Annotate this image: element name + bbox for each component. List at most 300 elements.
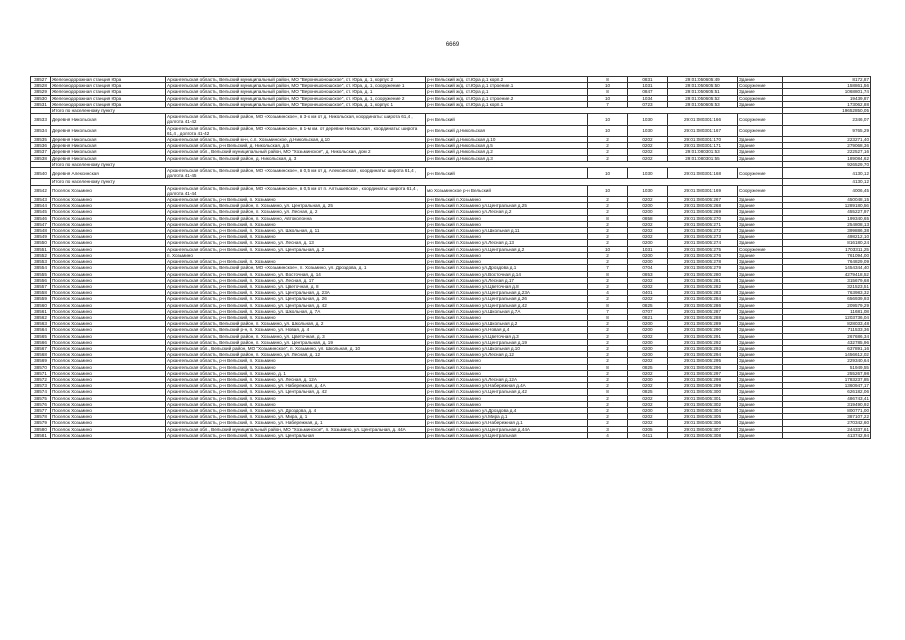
record-number: 38545 (31, 209, 51, 215)
settlement-name: Поселок Хозьмино (51, 383, 166, 389)
object-type: Здание (738, 345, 783, 351)
object-location: р-н Вельский п.Хозьмино (426, 215, 588, 221)
object-address: Архангельская область, р-н Вельский, п. Хозьмино, ул. Дроздова, д. 4 (166, 407, 426, 413)
record-number: 38527 (31, 77, 51, 83)
subclass-code: 0853 (628, 271, 668, 277)
record-number: 38565 (31, 333, 51, 339)
class-code: 2 (588, 240, 628, 246)
settlement-name: Железнодорожная станция Юра (51, 83, 166, 89)
class-code: 2 (588, 203, 628, 209)
subclass-code: 0707 (628, 308, 668, 314)
object-address: Архангельская область, р-н Вельский, п. Хозьмино, ул. Цветочная, д. 8 (166, 283, 426, 289)
cadastral-value: 498212,10 (783, 234, 871, 240)
cadastral-number: 29:01:080405:278 (668, 259, 738, 265)
cadastral-number: 29:01:080405:301 (668, 395, 738, 401)
class-code: 2 (588, 283, 628, 289)
record-number: 38557 (31, 283, 51, 289)
object-location: р-н Вельский п.Хозьмино ул.Новая д.4 (426, 327, 588, 333)
subclass-code: 1031 (628, 83, 668, 89)
cadastral-value: 255267,98 (783, 370, 871, 376)
cadastral-number: 29:01:080405:308 (668, 432, 738, 438)
class-code: 2 (588, 143, 628, 149)
subclass-code: 0202 (628, 414, 668, 420)
record-number: 38553 (31, 259, 51, 265)
settlement-name: Поселок Хозьмино (51, 221, 166, 227)
class-code: 2 (588, 228, 628, 234)
class-code: 2 (588, 296, 628, 302)
class-code: 10 (588, 185, 628, 196)
cadastral-value: 189084,62 (783, 155, 871, 161)
record-number: 38537 (31, 149, 51, 155)
object-location: р-н Вельский п.Хозьмино ул.Лесная д.17 (426, 277, 588, 283)
object-type: Здание (738, 358, 783, 364)
subclass-code: 0831 (628, 77, 668, 83)
settlement-name: Поселок Хозьмино (51, 246, 166, 252)
subclass-code: 0723 (628, 101, 668, 107)
subclass-code: 0202 (628, 401, 668, 407)
record-number: 38564 (31, 327, 51, 333)
record-number: 38577 (31, 407, 51, 413)
subclass-code: 0200 (628, 407, 668, 413)
cadastral-value: 279068,36 (783, 143, 871, 149)
settlement-name: Поселок Хозьмино (51, 376, 166, 382)
class-code: 8 (588, 389, 628, 395)
cadastral-number: 29:01:080301:170 (668, 137, 738, 143)
cadastral-number: 29:01:080405:307 (668, 426, 738, 432)
summary-label: Итого по населенному пункту (51, 161, 783, 167)
object-address: Архангельская область, р-н Вельский, п. Хозьмино (166, 314, 426, 320)
class-code: 2 (588, 259, 628, 265)
object-type: Здание (738, 426, 783, 432)
object-type: Здание (738, 89, 783, 95)
subclass-code: 0202 (628, 420, 668, 426)
record-number: 38530 (31, 95, 51, 101)
object-location: р-н Вельский п.Хозьмино ул.Набережная д.4А (426, 383, 588, 389)
object-address: Архангельская область, р-н Вельский, п. Хозьмино, ул. Восточная, д. 14 (166, 271, 426, 277)
cadastral-value: 1360947,17 (783, 383, 871, 389)
class-code: 2 (588, 376, 628, 382)
object-address: Архангельская область, Вельский район, п. Хозьмино, Автоколонна (166, 215, 426, 221)
class-code: 2 (588, 401, 628, 407)
cadastral-value: 315679,68 (783, 277, 871, 283)
object-type: Здание (738, 383, 783, 389)
cadastral-number: 29:01:080405:297 (668, 370, 738, 376)
object-type: Здание (738, 228, 783, 234)
cadastral-number: 29:01:080405:268 (668, 203, 738, 209)
object-address: Архангельская область, Вельский район, п. Хозьмино, ул. Цветочная, д. 3 (166, 333, 426, 339)
object-location: р-н Вельский д.Никольская д.10 (426, 137, 588, 143)
cadastral-value: 321523,51 (783, 283, 871, 289)
object-address: Архангельская область, р-н Вельский, п. Хозьмино, ул. Лесная, д. 17 (166, 277, 426, 283)
settlement-name: Деревня Никольская (51, 125, 166, 136)
object-type: Здание (738, 234, 783, 240)
object-type: Сооружение (738, 125, 783, 136)
class-code: 2 (588, 352, 628, 358)
class-code: 2 (588, 407, 628, 413)
class-code: 8 (588, 364, 628, 370)
settlement-name: Поселок Хозьмино (51, 283, 166, 289)
object-address: Архангельская область, Вельский район, п. Хозьмино, ул. Лесная, д. 12 (166, 352, 426, 358)
object-type: Здание (738, 290, 783, 296)
object-address: Архангельская область, р-н Вельский, п. Хозьмино, ул. Центральная, д. 42 (166, 389, 426, 395)
object-type: Здание (738, 101, 783, 107)
cadastral-value: 229340,64 (783, 358, 871, 364)
object-location: р-н Вельский п.Хозьмино ул.Дроздова д.4 (426, 407, 588, 413)
cadastral-value: 51949,55 (783, 364, 871, 370)
settlement-name: Поселок Хозьмино (51, 333, 166, 339)
settlement-name: Поселок Хозьмино (51, 290, 166, 296)
subclass-code: 0202 (628, 197, 668, 203)
object-type: Сооружение (738, 83, 783, 89)
record-number: 38531 (31, 101, 51, 107)
cadastral-number: 29:01:080301:53 (668, 149, 738, 155)
settlement-name: Поселок Хозьмино (51, 185, 166, 196)
record-number: 38581 (31, 432, 51, 438)
cadastral-number: 29:01:080405:270 (668, 215, 738, 221)
record-number: 38544 (31, 203, 51, 209)
object-type: Здание (738, 215, 783, 221)
cadastral-value: 800771,00 (783, 407, 871, 413)
record-number: 38556 (31, 277, 51, 283)
settlement-name: Деревня Никольская (51, 155, 166, 161)
settlement-name: Поселок Хозьмино (51, 389, 166, 395)
class-code: 4 (588, 290, 628, 296)
class-code: 2 (588, 137, 628, 143)
object-location: р-н Вельский п.Хозьмино ул.Школьная д.7А (426, 308, 588, 314)
record-number: 38559 (31, 296, 51, 302)
object-address: Архангельская область, Вельский муниципальный район, МО "Верхнешоношское", ст. Юра, д. 1 (166, 89, 426, 95)
cadastral-value: 4006,45 (783, 185, 871, 196)
subclass-code: 1030 (628, 168, 668, 179)
object-location: р-н Вельский п.Хозьмино ул.Центральная д.2 (426, 246, 588, 252)
class-code: 8 (588, 77, 628, 83)
cadastral-value: 199340,65 (783, 215, 871, 221)
object-address: Архангельская область, р-н Вельский, п. Хозьмино, ул. Центральная (166, 432, 426, 438)
settlement-name: Поселок Хозьмино (51, 265, 166, 271)
subclass-code: 0202 (628, 155, 668, 161)
cadastral-value: 1068801,74 (783, 89, 871, 95)
object-location: р-н Вельский д.Никольская д.2 (426, 149, 588, 155)
object-type: Здание (738, 240, 783, 246)
settlement-name: Поселок Хозьмино (51, 407, 166, 413)
object-address: Архангельская область, р-н Вельский, п. Хозьмино, ул. Центральная, д. 23А (166, 290, 426, 296)
cadastral-value: 761094,00 (783, 252, 871, 258)
record-number: 38549 (31, 234, 51, 240)
cadastral-value: 244337,61 (783, 426, 871, 432)
registry-rows (31, 77, 871, 439)
record-number: 38576 (31, 401, 51, 407)
subclass-code: 0200 (628, 321, 668, 327)
subclass-code: 0202 (628, 228, 668, 234)
class-code: 8 (588, 89, 628, 95)
subclass-code: 0200 (628, 352, 668, 358)
object-type: Здание (738, 137, 783, 143)
object-location: р-н Вельский п.Хозьмино ул.Дроздова д.1 (426, 265, 588, 271)
summary-total: 4130,12 (783, 179, 871, 185)
object-location: р-н Вельский п.Хозьмино ул.Центральная (426, 432, 588, 438)
object-address: Архангельская область, р-н Вельский, д. Никольская, д.5 (166, 143, 426, 149)
settlement-name: Поселок Хозьмино (51, 252, 166, 258)
subclass-code: 0200 (628, 252, 668, 258)
settlement-name: Поселок Хозьмино (51, 308, 166, 314)
object-type: Здание (738, 395, 783, 401)
settlement-name: Железнодорожная станция Юра (51, 95, 166, 101)
cadastral-number: 29:01:050605:53 (668, 101, 738, 107)
object-location: р-н Вельский п.Хозьмино (426, 401, 588, 407)
class-code: 10 (588, 95, 628, 101)
object-type: Здание (738, 221, 783, 227)
subclass-code: 0411 (628, 432, 668, 438)
cadastral-number: 29:01:080301:168 (668, 168, 738, 179)
object-address: Архангельская область, Вельский район, МО «Хозьминское», в 1-м км. от деревни Никольская , координаты: широта 61,4 , долгота 41-42 (166, 125, 426, 136)
object-location: р-н Вельский п.Хозьмино (426, 370, 588, 376)
object-type: Здание (738, 283, 783, 289)
object-type: Здание (738, 364, 783, 370)
object-address: Архангельская область, р-н Вельский, п. Хозьмино (166, 358, 426, 364)
cadastral-number: 29:01:050605:51 (668, 89, 738, 95)
cadastral-value: 450048,15 (783, 197, 871, 203)
object-address: Архангельская область, р-н Вельский, п. Хозьмино, ул. Набережная, д. 1 (166, 420, 426, 426)
settlement-name: Железнодорожная станция Юра (51, 101, 166, 107)
subclass-code: 0825 (628, 364, 668, 370)
record-number: 38538 (31, 155, 51, 161)
cadastral-number: 29:01:080405:298 (668, 376, 738, 382)
subclass-code: 0202 (628, 234, 668, 240)
subclass-code: 0200 (628, 345, 668, 351)
settlement-name: Деревня Никольская (51, 137, 166, 143)
object-type: Здание (738, 339, 783, 345)
cadastral-number: 29:01:080405:273 (668, 234, 738, 240)
subclass-code: 0202 (628, 395, 668, 401)
record-number: 38536 (31, 143, 51, 149)
cadastral-value: 1456612,02 (783, 352, 871, 358)
class-code: 2 (588, 333, 628, 339)
object-location: р-н Вельский п.Хозьмино (426, 314, 588, 320)
record-number: 38578 (31, 414, 51, 420)
record-number: 38563 (31, 321, 51, 327)
object-location: р-н Вельский п.Хозьмино ул.Цветочная д.3 (426, 333, 588, 339)
object-type: Здание (738, 197, 783, 203)
cadastral-number: 29:01:080405:288 (668, 314, 738, 320)
subclass-code: 0202 (628, 296, 668, 302)
object-type: Здание (738, 414, 783, 420)
cadastral-number: 29:01:080405:289 (668, 321, 738, 327)
object-location: р-н Вельский п.Хозьмино ул.Центральная д.42 (426, 302, 588, 308)
class-code: 2 (588, 149, 628, 155)
table-row (31, 168, 871, 179)
class-code: 10 (588, 83, 628, 89)
cadastral-value: 1203736,04 (783, 314, 871, 320)
cadastral-number: 29:01:080405:280 (668, 271, 738, 277)
object-address: Архангельская область, Вельский р-н, п. Хозьмино, ул. Новая, д. 4 (166, 327, 426, 333)
cadastral-value: 399886,38 (783, 228, 871, 234)
class-code: 7 (588, 308, 628, 314)
object-address: Архангельская область, Вельский район, д. Никольская, д. 3 (166, 155, 426, 161)
class-code: 2 (588, 414, 628, 420)
subclass-code: 0202 (628, 358, 668, 364)
object-address: Архангельская область, Вельский район, МО «Хозьминское», в 3-х км от д. Никольская, координаты: широта 61,4 , долгота 41-42 (166, 114, 426, 125)
object-location: р-н Вельский п.Хозьмино (426, 197, 588, 203)
object-type: Здание (738, 420, 783, 426)
cadastral-number: 29:01:080301:55 (668, 155, 738, 161)
object-address: Архангельская область, р-н Вельский, п. Хозьмино, ул. Лесная, д. 12А (166, 376, 426, 382)
record-number: 38533 (31, 114, 51, 125)
object-address: Архангельская область, р-н Вельский, п. Хозьмино, д. 1 (166, 370, 426, 376)
settlement-name: Поселок Хозьмино (51, 296, 166, 302)
cadastral-value: 2346,07 (783, 114, 871, 125)
cadastral-value: 1454344,40 (783, 265, 871, 271)
object-address: п. Хозьмино (166, 252, 426, 258)
class-code: 4 (588, 432, 628, 438)
object-type: Здание (738, 277, 783, 283)
object-address: Архангельская область, р-н Вельский, п. Хозьмино, ул. Лесная, д. 13 (166, 240, 426, 246)
settlement-name: Деревня Алексинская (51, 168, 166, 179)
object-location: р-н Вельский ж/д. ст.Юра д.1 строение.1 (426, 83, 588, 89)
summary-label: Итого по населенному пункту (51, 108, 783, 114)
subclass-code: 0200 (628, 376, 668, 382)
registry-table (30, 76, 871, 439)
record-number: 38547 (31, 221, 51, 227)
cadastral-number: 29:01:080301:171 (668, 143, 738, 149)
object-type: Здание (738, 259, 783, 265)
cadastral-number: 29:01:080405:293 (668, 345, 738, 351)
cadastral-value: 413742,94 (783, 432, 871, 438)
class-code: 2 (588, 420, 628, 426)
object-address: Архангельская область, р-н Вельский, п. Хозьмино (166, 234, 426, 240)
settlement-name: Поселок Хозьмино (51, 314, 166, 320)
object-address: Архангельская область, р-н Вельский, п. Хозьмино, ул. Центральная, д. 42 (166, 302, 426, 308)
cadastral-value: 387107,22 (783, 414, 871, 420)
class-code: 2 (588, 234, 628, 240)
record-number: 38552 (31, 252, 51, 258)
object-address: Архангельская область, р-н Вельский, п. Хозьмино, ул. Набережная, д. 4А (166, 383, 426, 389)
object-type: Здание (738, 296, 783, 302)
settlement-name: Поселок Хозьмино (51, 345, 166, 351)
cadastral-number: 29:01:080405:292 (668, 339, 738, 345)
class-code: 2 (588, 155, 628, 161)
cadastral-number: 29:01:080405:306 (668, 420, 738, 426)
settlement-name: Поселок Хозьмино (51, 197, 166, 203)
object-address: Архангельская область, р-н Вельский, п. Хозьмино, ул. Школьная, д. 11 (166, 228, 426, 234)
record-number: 38569 (31, 358, 51, 364)
subclass-code: 0821 (628, 314, 668, 320)
subclass-code: 0202 (628, 277, 668, 283)
object-type: Здание (738, 376, 783, 382)
cadastral-value: 1289180,56 (783, 203, 871, 209)
object-type: Здание (738, 209, 783, 215)
object-location: р-н Вельский п.Хозьмино ул.Центральная д.42 (426, 389, 588, 395)
settlement-name: Поселок Хозьмино (51, 240, 166, 246)
object-type: Здание (738, 265, 783, 271)
object-location: р-н Вельский п.Хозьмино ул.Восточная д.14 (426, 271, 588, 277)
object-location: р-н Вельский п.Хозьмино ул.Центральная д.26 (426, 296, 588, 302)
subclass-code: 0202 (628, 383, 668, 389)
cadastral-number: 29:01:080405:276 (668, 252, 738, 258)
subclass-code: 1030 (628, 125, 668, 136)
class-code: 2 (588, 339, 628, 345)
record-number: 38540 (31, 168, 51, 179)
cadastral-value: 828033,48 (783, 321, 871, 327)
settlement-name: Поселок Хозьмино (51, 414, 166, 420)
settlement-name: Поселок Хозьмино (51, 203, 166, 209)
record-number: 38543 (31, 197, 51, 203)
cadastral-number: 29:01:080405:304 (668, 407, 738, 413)
object-location: р-н Вельский ж/д. ст.Юра д.1 корп.1 (426, 101, 588, 107)
class-code: 2 (588, 321, 628, 327)
object-location: мо Хозьминское р-н Вельский (426, 185, 588, 196)
object-location: р-н Вельский д.Никольская д.3 (426, 155, 588, 161)
cadastral-number: 29:01:050605:50 (668, 83, 738, 89)
subclass-code: 0202 (628, 221, 668, 227)
cadastral-number: 29:01:080301:166 (668, 114, 738, 125)
object-location: р-н Вельский п.Хозьмино (426, 358, 588, 364)
subclass-code: 0200 (628, 327, 668, 333)
record-number: 38534 (31, 125, 51, 136)
settlement-name: Поселок Хозьмино (51, 395, 166, 401)
cadastral-value: 432785,96 (783, 339, 871, 345)
object-address: Архангельская область, Вельский район, п. Хозьмино, ул. Школьная, д. 2 (166, 321, 426, 327)
object-address: Архангельская область, р-н Вельский, п. Хозьмино (166, 221, 426, 227)
record-number: 38558 (31, 290, 51, 296)
object-location: р-н Вельский п.Хозьмино ул.Мира д.1 (426, 414, 588, 420)
settlement-name: Деревня Никольская (51, 149, 166, 155)
cadastral-number: 29:01:080405:291 (668, 333, 738, 339)
object-address: Архангельская область, р-н Вельский, п. Хозьмино (166, 259, 426, 265)
object-address: Архангельская область, Вельский муниципальный район, МО "Верхнешоношское", ст. Юра, д. 1, сооружение 2 (166, 95, 426, 101)
cadastral-value: 209579,29 (783, 302, 871, 308)
summary-label: Итого по населенному пункту (51, 179, 783, 185)
settlement-name: Поселок Хозьмино (51, 370, 166, 376)
subclass-code: 0305 (628, 426, 668, 432)
settlement-name: Поселок Хозьмино (51, 209, 166, 215)
record-number: 38555 (31, 271, 51, 277)
subclass-code: 0200 (628, 203, 668, 209)
settlement-name: Поселок Хозьмино (51, 321, 166, 327)
object-type: Сооружение (738, 114, 783, 125)
summary-total: 926529,70 (783, 161, 871, 167)
object-location: р-н Вельский п.Хозьмино (426, 234, 588, 240)
record-number: 38535 (31, 137, 51, 143)
settlement-name: Железнодорожная станция Юра (51, 89, 166, 95)
object-location: р-н Вельский (426, 168, 588, 179)
object-location: р-н Вельский п.Хозьмино ул.Лесная д.13 (426, 240, 588, 246)
cadastral-value: 158861,56 (783, 83, 871, 89)
cadastral-value: 1703311,25 (783, 246, 871, 252)
object-location: р-н Вельский п.Хозьмино ул.Школьная д.11 (426, 228, 588, 234)
cadastral-value: 816180,24 (783, 240, 871, 246)
class-code: 10 (588, 168, 628, 179)
object-address: Архангельская область, р-н Вельский, п. Хозьмино, ул. Школьная, д. 7А (166, 308, 426, 314)
cadastral-value: 486743,41 (783, 395, 871, 401)
object-location: р-н Вельский п.Хозьмино (426, 259, 588, 265)
object-address: Архангельская область, р-н Вельский, п. Хозьмино (166, 401, 426, 407)
object-address: Архангельская область, Вельский муниципальный район, МО "Верхнешоношское", ст. Юра, д. 1, корпус 2 (166, 77, 426, 83)
subclass-code: 0202 (628, 143, 668, 149)
cadastral-number: 29:01:080405:283 (668, 290, 738, 296)
settlement-name: Железнодорожная станция Юра (51, 77, 166, 83)
object-address: Архангельская область, Вельский муниципальный район, МО "Верхнешоношское", ст. Юра, д. 1, сооружение 1 (166, 83, 426, 89)
record-number: 38542 (31, 185, 51, 196)
object-type: Сооружение (738, 185, 783, 196)
object-address: Архангельская область, Вельский муниципальный район, МО "Верхнешоношское", ст. Юра, д. 1, корпус 1 (166, 101, 426, 107)
settlement-name: Поселок Хозьмино (51, 401, 166, 407)
record-number: 38566 (31, 339, 51, 345)
cadastral-number: 29:01:080405:294 (668, 352, 738, 358)
settlement-name: Поселок Хозьмино (51, 215, 166, 221)
cadastral-value: 267686,34 (783, 333, 871, 339)
table-row (31, 125, 871, 136)
record-number: 38573 (31, 383, 51, 389)
